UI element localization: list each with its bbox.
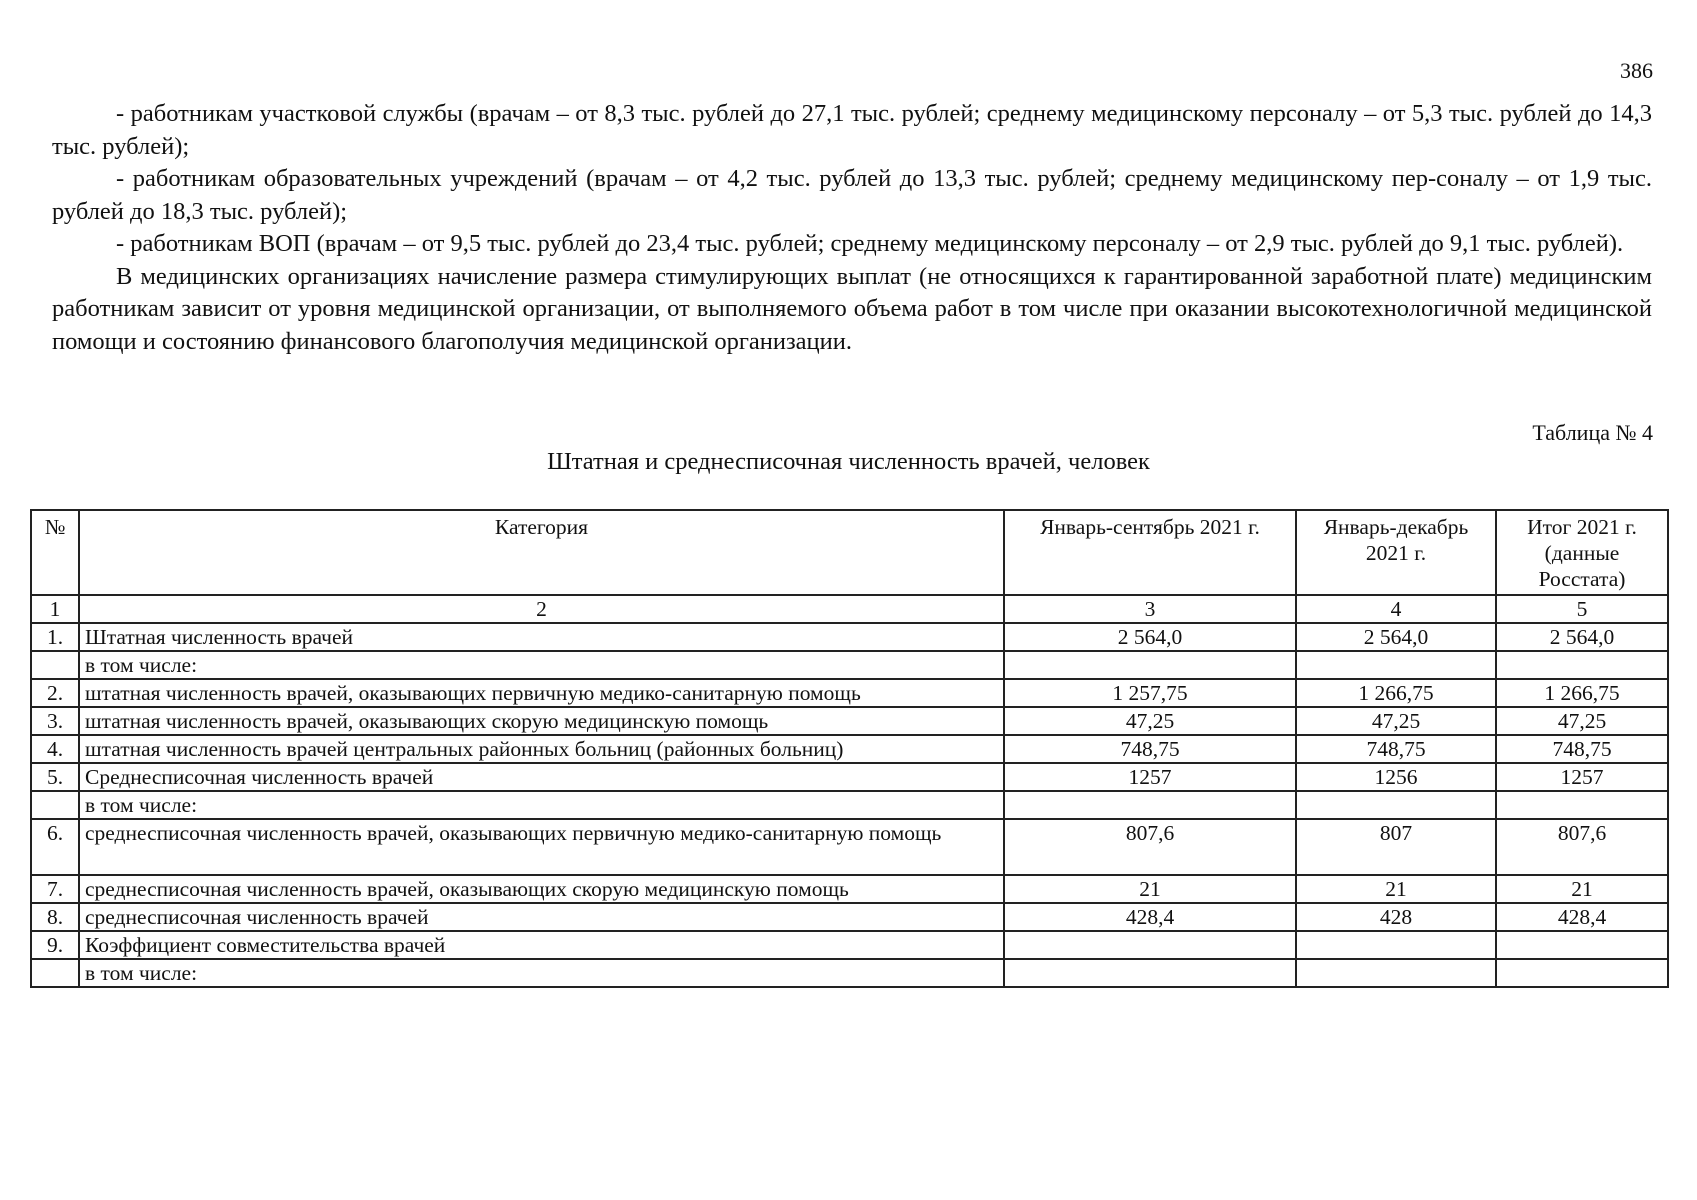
row-number [31,959,79,987]
row-jan-sep-value: 1 257,75 [1004,679,1296,707]
header-number: № [31,510,79,595]
row-jan-sep-value [1004,959,1296,987]
row-number [31,651,79,679]
row-category: Коэффициент совместительства врачей [79,931,1004,959]
row-total-value [1496,931,1668,959]
table-row [31,623,1668,651]
header-jan-sep: Январь-сентябрь 2021 г. [1004,510,1296,595]
row-total-value: 1257 [1496,763,1668,791]
body-text [52,98,1652,358]
row-jan-dec-value [1296,651,1496,679]
column-number-5: 5 [1496,595,1668,623]
table-row [31,651,1668,679]
row-category: среднесписочная численность врачей [79,903,1004,931]
row-jan-sep-value: 428,4 [1004,903,1296,931]
table-title: Штатная и среднесписочная численность врачей, человек [547,448,1150,475]
row-jan-sep-value [1004,651,1296,679]
paragraph-incentive-payments: В медицинских организациях начисление размера стимулирующих выплат (не относящихся к гарантированной заработной плате) медицинским работникам зависит от уровня медицинской организации, от выполняемого объема работ в том числе при оказании высокотехнологичной медицинской помощи и состоянию финансового благополучия медицинской организации. [52,262,1652,355]
row-jan-dec-value: 807 [1296,819,1496,875]
row-jan-dec-value: 2 564,0 [1296,623,1496,651]
row-total-value [1496,651,1668,679]
column-number-4: 4 [1296,595,1496,623]
table-row [31,707,1668,735]
row-number: 4. [31,735,79,763]
row-number: 5. [31,763,79,791]
row-jan-sep-value: 21 [1004,875,1296,903]
row-jan-sep-value: 2 564,0 [1004,623,1296,651]
header-category: Категория [79,510,1004,595]
row-total-value: 807,6 [1496,819,1668,875]
header-jan-dec: Январь-декабрь 2021 г. [1296,510,1496,595]
table-row [31,735,1668,763]
table-row [31,819,1668,875]
row-number: 1. [31,623,79,651]
row-total-value: 2 564,0 [1496,623,1668,651]
row-number: 2. [31,679,79,707]
row-category: Среднесписочная численность врачей [79,763,1004,791]
row-total-value: 21 [1496,875,1668,903]
table-row [31,931,1668,959]
table-row [31,903,1668,931]
row-number: 3. [31,707,79,735]
table-number: Таблица № 4 [1532,420,1653,445]
row-jan-dec-value [1296,931,1496,959]
row-number: 9. [31,931,79,959]
row-category: в том числе: [79,651,1004,679]
paragraph-gp-workers: - работникам ВОП (врачам – от 9,5 тыс. рублей до 23,4 тыс. рублей; среднему медицинскому персоналу – от 2,9 тыс. рублей до 9,1 тыс. рублей). [116,230,1624,257]
row-total-value: 47,25 [1496,707,1668,735]
row-jan-sep-value [1004,931,1296,959]
row-category: среднесписочная численность врачей, оказывающих первичную медико-санитарную помощь [79,819,1004,875]
row-total-value: 428,4 [1496,903,1668,931]
column-numbers-row [31,595,1668,623]
row-jan-sep-value: 748,75 [1004,735,1296,763]
table-row [31,875,1668,903]
row-jan-sep-value: 1257 [1004,763,1296,791]
paragraph-educational-institutions: - работникам образовательных учреждений (врачам – от 4,2 тыс. рублей до 13,3 тыс. рублей; среднему медицинскому пер-соналу – от 1,9 тыс. рублей до 18,3 тыс. рублей); [52,165,1652,225]
table-row [31,959,1668,987]
staff-table [30,509,1669,988]
row-jan-dec-value: 428 [1296,903,1496,931]
table-row [31,791,1668,819]
row-jan-dec-value [1296,791,1496,819]
row-jan-sep-value [1004,791,1296,819]
row-category: штатная численность врачей, оказывающих первичную медико-санитарную помощь [79,679,1004,707]
row-jan-dec-value: 21 [1296,875,1496,903]
row-number: 8. [31,903,79,931]
row-total-value: 748,75 [1496,735,1668,763]
row-jan-dec-value: 47,25 [1296,707,1496,735]
header-total: Итог 2021 г. (данные Росстата) [1496,510,1668,595]
row-category: штатная численность врачей центральных районных больниц (районных больниц) [79,735,1004,763]
column-number-1: 1 [31,595,79,623]
row-number: 6. [31,819,79,875]
page-number: 386 [1620,58,1653,83]
row-number [31,791,79,819]
row-category: в том числе: [79,791,1004,819]
row-total-value: 1 266,75 [1496,679,1668,707]
row-category: среднесписочная численность врачей, оказывающих скорую медицинскую помощь [79,875,1004,903]
row-total-value [1496,791,1668,819]
table-header-row [31,510,1668,595]
column-number-3: 3 [1004,595,1296,623]
row-jan-sep-value: 47,25 [1004,707,1296,735]
row-jan-dec-value: 1256 [1296,763,1496,791]
row-category: Штатная численность врачей [79,623,1004,651]
table-row [31,679,1668,707]
row-category: штатная численность врачей, оказывающих скорую медицинскую помощь [79,707,1004,735]
paragraph-district-service: - работникам участковой службы (врачам – от 8,3 тыс. рублей до 27,1 тыс. рублей; среднему медицинскому персоналу – от 5,3 тыс. рублей до 14,3 тыс. рублей); [52,100,1652,160]
row-total-value [1496,959,1668,987]
table-row [31,763,1668,791]
row-number: 7. [31,875,79,903]
row-jan-dec-value [1296,959,1496,987]
row-jan-dec-value: 748,75 [1296,735,1496,763]
row-jan-dec-value: 1 266,75 [1296,679,1496,707]
column-number-2: 2 [79,595,1004,623]
row-jan-sep-value: 807,6 [1004,819,1296,875]
row-category: в том числе: [79,959,1004,987]
